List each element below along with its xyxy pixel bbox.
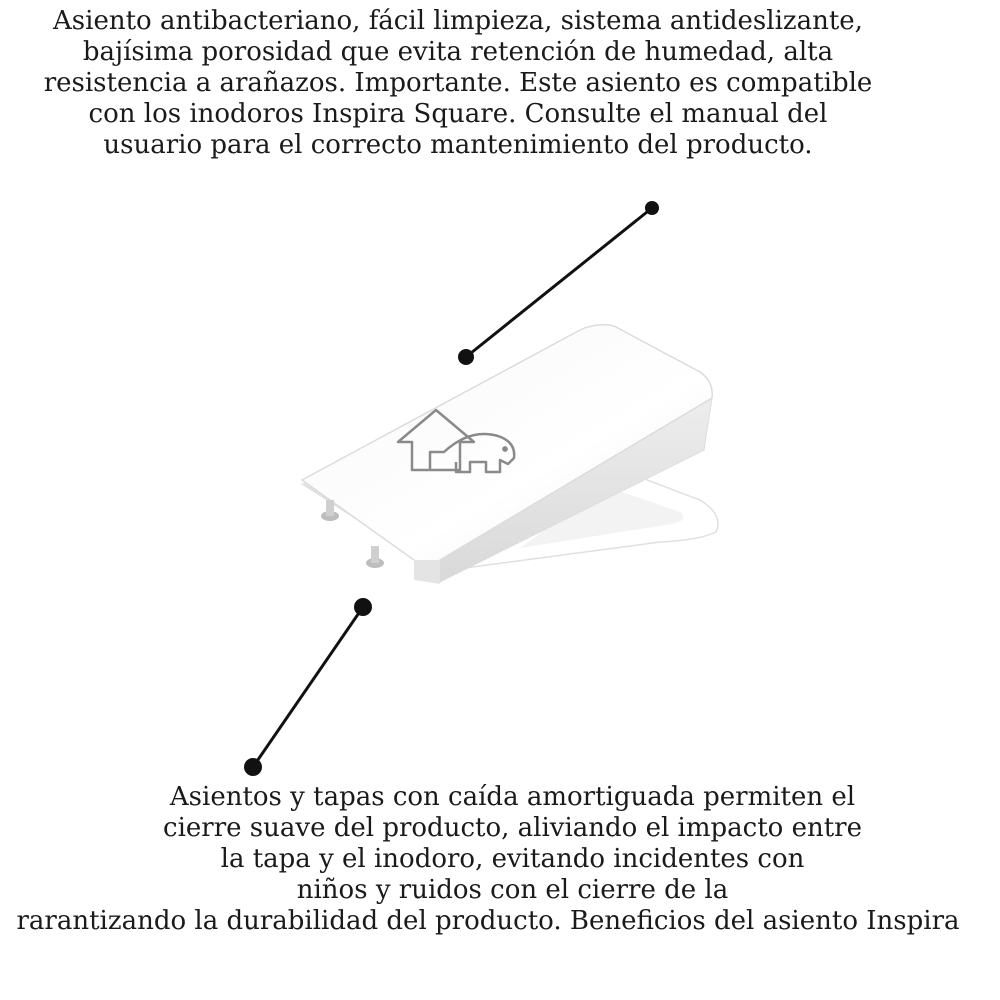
bottom-description-line: niños y ruidos con el cierre de la <box>296 875 729 905</box>
bottom-leader-line <box>244 598 372 776</box>
bottom-description-line: rarantizando la durabilidad del producto. Beneficios del asiento Inspira <box>16 906 960 936</box>
leader-dot <box>645 201 659 215</box>
bottom-description-line: la tapa y el inodoro, evitando incidentes con <box>220 844 805 874</box>
leader-dot <box>458 349 474 365</box>
top-description-line: usuario para el correcto mantenimiento del producto. <box>103 130 813 160</box>
bottom-description-line: Asientos y tapas con caída amortiguada permiten el <box>169 782 856 812</box>
top-description-line: Asiento antibacteriano, fácil limpieza, sistema antideslizante, <box>53 6 863 36</box>
top-description-line: bajísima porosidad que evita retención de humedad, alta <box>82 37 834 67</box>
top-description-line: resistencia a arañazos. Importante. Este asiento es compatible <box>43 68 873 98</box>
bottom-description-line: cierre suave del producto, aliviando el impacto entre <box>163 813 862 843</box>
bottom-description <box>0 782 1000 937</box>
top-description-line: con los inodoros Inspira Square. Consulte el manual del <box>88 99 828 129</box>
leader-dot <box>354 598 372 616</box>
leader-dot <box>244 758 262 776</box>
toilet-seat-image <box>302 325 718 584</box>
